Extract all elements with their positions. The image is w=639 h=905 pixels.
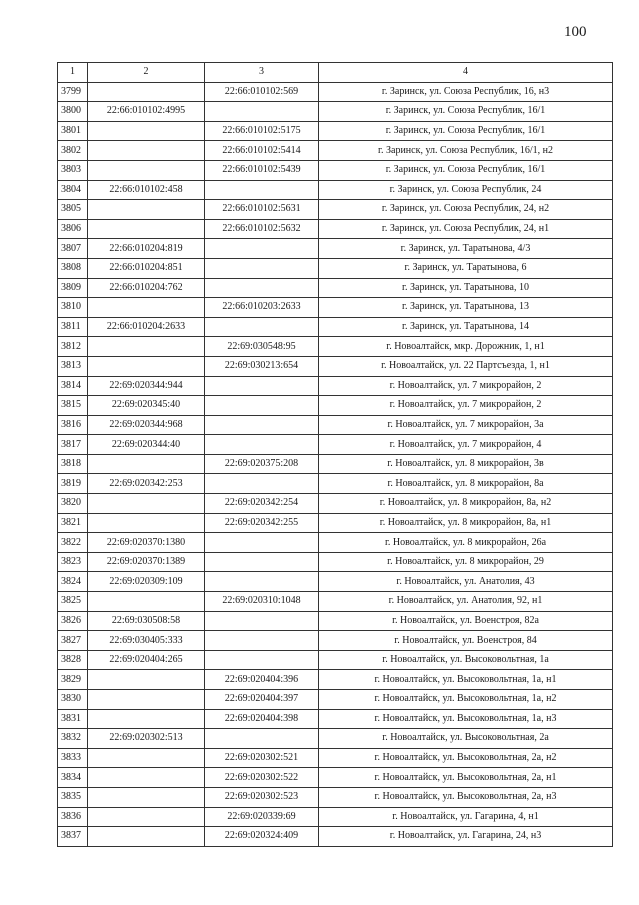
table-row (58, 494, 613, 514)
object-cadastral-number-cell (205, 650, 319, 670)
object-cadastral-number-cell: 22:66:010203:2633 (205, 298, 319, 318)
address-cell: г. Заринск, ул. Союза Республик, 24, н2 (319, 200, 613, 220)
address-cell: г. Новоалтайск, ул. Военстроя, 82а (319, 611, 613, 631)
object-cadastral-number-cell (205, 396, 319, 416)
row-number-cell: 3808 (58, 258, 88, 278)
table-row (58, 787, 613, 807)
address-cell: г. Новоалтайск, ул. Высоковольтная, 1а (319, 650, 613, 670)
address-cell: г. Заринск, ул. Союза Республик, 24, н1 (319, 219, 613, 239)
row-number-cell: 3825 (58, 592, 88, 612)
property-register-table (57, 62, 613, 847)
land-plot-cadastral-number-cell (88, 494, 205, 514)
object-cadastral-number-cell (205, 631, 319, 651)
table-row (58, 513, 613, 533)
table-row (58, 121, 613, 141)
address-cell: г. Новоалтайск, ул. Гагарина, 24, н3 (319, 827, 613, 847)
header-cell-2: 2 (88, 63, 205, 83)
object-cadastral-number-cell: 22:66:010102:569 (205, 82, 319, 102)
table-row (58, 768, 613, 788)
address-cell: г. Заринск, ул. Союза Республик, 16/1, н2 (319, 141, 613, 161)
row-number-cell: 3815 (58, 396, 88, 416)
header-cell-3: 3 (205, 63, 319, 83)
table-row (58, 650, 613, 670)
address-cell: г. Новоалтайск, ул. Высоковольтная, 1а, н1 (319, 670, 613, 690)
row-number-cell: 3822 (58, 533, 88, 553)
row-number-cell: 3818 (58, 454, 88, 474)
object-cadastral-number-cell (205, 258, 319, 278)
land-plot-cadastral-number-cell (88, 709, 205, 729)
row-number-cell: 3829 (58, 670, 88, 690)
row-number-cell: 3826 (58, 611, 88, 631)
address-cell: г. Новоалтайск, ул. Высоковольтная, 2а (319, 729, 613, 749)
table-row (58, 827, 613, 847)
land-plot-cadastral-number-cell: 22:69:020370:1380 (88, 533, 205, 553)
land-plot-cadastral-number-cell: 22:69:020344:944 (88, 376, 205, 396)
table-body (58, 63, 613, 847)
object-cadastral-number-cell (205, 611, 319, 631)
row-number-cell: 3813 (58, 356, 88, 376)
object-cadastral-number-cell (205, 474, 319, 494)
object-cadastral-number-cell (205, 729, 319, 749)
address-cell: г. Новоалтайск, ул. 8 микрорайон, 29 (319, 552, 613, 572)
row-number-cell: 3814 (58, 376, 88, 396)
address-cell: г. Заринск, ул. Таратынова, 13 (319, 298, 613, 318)
address-cell: г. Заринск, ул. Союза Республик, 16/1 (319, 102, 613, 122)
address-cell: г. Новоалтайск, ул. 7 микрорайон, 2 (319, 396, 613, 416)
object-cadastral-number-cell (205, 239, 319, 259)
row-number-cell: 3836 (58, 807, 88, 827)
address-cell: г. Новоалтайск, ул. 8 микрорайон, 8а, н1 (319, 513, 613, 533)
land-plot-cadastral-number-cell (88, 690, 205, 710)
row-number-cell: 3809 (58, 278, 88, 298)
land-plot-cadastral-number-cell (88, 298, 205, 318)
object-cadastral-number-cell (205, 376, 319, 396)
object-cadastral-number-cell: 22:69:020324:409 (205, 827, 319, 847)
object-cadastral-number-cell: 22:69:020375:208 (205, 454, 319, 474)
page-number: 100 (564, 24, 587, 40)
row-number-cell: 3812 (58, 337, 88, 357)
row-number-cell: 3834 (58, 768, 88, 788)
land-plot-cadastral-number-cell: 22:69:020302:513 (88, 729, 205, 749)
row-number-cell: 3821 (58, 513, 88, 533)
object-cadastral-number-cell (205, 180, 319, 200)
land-plot-cadastral-number-cell: 22:66:010204:2633 (88, 317, 205, 337)
land-plot-cadastral-number-cell: 22:69:030405:333 (88, 631, 205, 651)
address-cell: г. Новоалтайск, ул. Высоковольтная, 1а, н3 (319, 709, 613, 729)
table-row (58, 337, 613, 357)
table-row (58, 239, 613, 259)
table-row (58, 690, 613, 710)
row-number-cell: 3804 (58, 180, 88, 200)
object-cadastral-number-cell (205, 572, 319, 592)
row-number-cell: 3803 (58, 160, 88, 180)
land-plot-cadastral-number-cell (88, 356, 205, 376)
table-row (58, 258, 613, 278)
object-cadastral-number-cell: 22:69:020310:1048 (205, 592, 319, 612)
land-plot-cadastral-number-cell (88, 454, 205, 474)
address-cell: г. Заринск, ул. Союза Республик, 16/1 (319, 121, 613, 141)
object-cadastral-number-cell: 22:69:020302:522 (205, 768, 319, 788)
address-cell: г. Новоалтайск, ул. 22 Партсъезда, 1, н1 (319, 356, 613, 376)
row-number-cell: 3811 (58, 317, 88, 337)
object-cadastral-number-cell: 22:66:010102:5439 (205, 160, 319, 180)
land-plot-cadastral-number-cell (88, 748, 205, 768)
address-cell: г. Новоалтайск, ул. Гагарина, 4, н1 (319, 807, 613, 827)
table-row (58, 709, 613, 729)
object-cadastral-number-cell: 22:69:020404:398 (205, 709, 319, 729)
table-row (58, 317, 613, 337)
row-number-cell: 3832 (58, 729, 88, 749)
address-cell: г. Новоалтайск, ул. Высоковольтная, 1а, н2 (319, 690, 613, 710)
table-row (58, 592, 613, 612)
object-cadastral-number-cell (205, 317, 319, 337)
row-number-cell: 3802 (58, 141, 88, 161)
row-number-cell: 3824 (58, 572, 88, 592)
land-plot-cadastral-number-cell: 22:69:020309:109 (88, 572, 205, 592)
land-plot-cadastral-number-cell: 22:66:010102:4995 (88, 102, 205, 122)
table-row (58, 160, 613, 180)
land-plot-cadastral-number-cell (88, 807, 205, 827)
address-cell: г. Заринск, ул. Таратынова, 4/3 (319, 239, 613, 259)
object-cadastral-number-cell: 22:69:030548:95 (205, 337, 319, 357)
address-cell: г. Заринск, ул. Союза Республик, 16/1 (319, 160, 613, 180)
land-plot-cadastral-number-cell (88, 513, 205, 533)
land-plot-cadastral-number-cell (88, 827, 205, 847)
address-cell: г. Новоалтайск, ул. Анатолия, 43 (319, 572, 613, 592)
object-cadastral-number-cell: 22:66:010102:5175 (205, 121, 319, 141)
table-row (58, 415, 613, 435)
address-cell: г. Заринск, ул. Таратынова, 6 (319, 258, 613, 278)
table-row (58, 572, 613, 592)
column-number-header-row (58, 63, 613, 83)
land-plot-cadastral-number-cell (88, 200, 205, 220)
row-number-cell: 3823 (58, 552, 88, 572)
row-number-cell: 3833 (58, 748, 88, 768)
address-cell: г. Заринск, ул. Таратынова, 14 (319, 317, 613, 337)
address-cell: г. Новоалтайск, ул. 8 микрорайон, 3в (319, 454, 613, 474)
table-row (58, 396, 613, 416)
header-cell-1: 1 (58, 63, 88, 83)
object-cadastral-number-cell: 22:69:020302:523 (205, 787, 319, 807)
land-plot-cadastral-number-cell (88, 82, 205, 102)
object-cadastral-number-cell: 22:66:010102:5414 (205, 141, 319, 161)
land-plot-cadastral-number-cell: 22:69:030508:58 (88, 611, 205, 631)
object-cadastral-number-cell: 22:69:020342:254 (205, 494, 319, 514)
address-cell: г. Новоалтайск, ул. Высоковольтная, 2а, н3 (319, 787, 613, 807)
land-plot-cadastral-number-cell: 22:69:020404:265 (88, 650, 205, 670)
row-number-cell: 3827 (58, 631, 88, 651)
table-row (58, 729, 613, 749)
object-cadastral-number-cell: 22:66:010102:5631 (205, 200, 319, 220)
row-number-cell: 3820 (58, 494, 88, 514)
row-number-cell: 3799 (58, 82, 88, 102)
land-plot-cadastral-number-cell: 22:69:020342:253 (88, 474, 205, 494)
object-cadastral-number-cell: 22:66:010102:5632 (205, 219, 319, 239)
table-row (58, 278, 613, 298)
land-plot-cadastral-number-cell (88, 160, 205, 180)
address-cell: г. Новоалтайск, ул. 8 микрорайон, 8а (319, 474, 613, 494)
table-row (58, 141, 613, 161)
land-plot-cadastral-number-cell (88, 121, 205, 141)
land-plot-cadastral-number-cell (88, 787, 205, 807)
land-plot-cadastral-number-cell (88, 337, 205, 357)
table-row (58, 807, 613, 827)
row-number-cell: 3830 (58, 690, 88, 710)
table-row (58, 611, 613, 631)
table-row (58, 180, 613, 200)
object-cadastral-number-cell: 22:69:020404:396 (205, 670, 319, 690)
table-row (58, 376, 613, 396)
address-cell: г. Новоалтайск, ул. Анатолия, 92, н1 (319, 592, 613, 612)
row-number-cell: 3817 (58, 435, 88, 455)
row-number-cell: 3835 (58, 787, 88, 807)
land-plot-cadastral-number-cell: 22:66:010204:819 (88, 239, 205, 259)
object-cadastral-number-cell: 22:69:020339:69 (205, 807, 319, 827)
row-number-cell: 3828 (58, 650, 88, 670)
object-cadastral-number-cell (205, 415, 319, 435)
row-number-cell: 3831 (58, 709, 88, 729)
object-cadastral-number-cell: 22:69:030213:654 (205, 356, 319, 376)
row-number-cell: 3800 (58, 102, 88, 122)
table-row (58, 631, 613, 651)
land-plot-cadastral-number-cell (88, 141, 205, 161)
row-number-cell: 3807 (58, 239, 88, 259)
land-plot-cadastral-number-cell (88, 670, 205, 690)
address-cell: г. Новоалтайск, ул. Военстроя, 84 (319, 631, 613, 651)
address-cell: г. Новоалтайск, ул. Высоковольтная, 2а, н1 (319, 768, 613, 788)
address-cell: г. Заринск, ул. Таратынова, 10 (319, 278, 613, 298)
land-plot-cadastral-number-cell: 22:66:010102:458 (88, 180, 205, 200)
table-row (58, 356, 613, 376)
land-plot-cadastral-number-cell: 22:69:020344:968 (88, 415, 205, 435)
address-cell: г. Новоалтайск, ул. 8 микрорайон, 26а (319, 533, 613, 553)
table-row (58, 748, 613, 768)
land-plot-cadastral-number-cell: 22:69:020370:1389 (88, 552, 205, 572)
table-row (58, 533, 613, 553)
land-plot-cadastral-number-cell: 22:69:020345:40 (88, 396, 205, 416)
table-row (58, 82, 613, 102)
object-cadastral-number-cell (205, 552, 319, 572)
land-plot-cadastral-number-cell: 22:66:010204:762 (88, 278, 205, 298)
object-cadastral-number-cell: 22:69:020302:521 (205, 748, 319, 768)
address-cell: г. Заринск, ул. Союза Республик, 16, н3 (319, 82, 613, 102)
table-row (58, 102, 613, 122)
table-row (58, 552, 613, 572)
object-cadastral-number-cell (205, 278, 319, 298)
land-plot-cadastral-number-cell: 22:69:020344:40 (88, 435, 205, 455)
object-cadastral-number-cell (205, 533, 319, 553)
address-cell: г. Новоалтайск, ул. 7 микрорайон, 2 (319, 376, 613, 396)
table-row (58, 298, 613, 318)
table-row (58, 219, 613, 239)
land-plot-cadastral-number-cell (88, 768, 205, 788)
row-number-cell: 3810 (58, 298, 88, 318)
row-number-cell: 3801 (58, 121, 88, 141)
address-cell: г. Новоалтайск, ул. 7 микрорайон, 3а (319, 415, 613, 435)
table-row (58, 670, 613, 690)
object-cadastral-number-cell (205, 435, 319, 455)
address-cell: г. Новоалтайск, ул. 7 микрорайон, 4 (319, 435, 613, 455)
row-number-cell: 3806 (58, 219, 88, 239)
table-row (58, 435, 613, 455)
land-plot-cadastral-number-cell: 22:66:010204:851 (88, 258, 205, 278)
table-row (58, 474, 613, 494)
row-number-cell: 3816 (58, 415, 88, 435)
address-cell: г. Заринск, ул. Союза Республик, 24 (319, 180, 613, 200)
table-row (58, 200, 613, 220)
land-plot-cadastral-number-cell (88, 592, 205, 612)
address-cell: г. Новоалтайск, мкр. Дорожник, 1, н1 (319, 337, 613, 357)
header-cell-4: 4 (319, 63, 613, 83)
row-number-cell: 3837 (58, 827, 88, 847)
row-number-cell: 3805 (58, 200, 88, 220)
address-cell: г. Новоалтайск, ул. 8 микрорайон, 8а, н2 (319, 494, 613, 514)
object-cadastral-number-cell (205, 102, 319, 122)
row-number-cell: 3819 (58, 474, 88, 494)
land-plot-cadastral-number-cell (88, 219, 205, 239)
object-cadastral-number-cell: 22:69:020404:397 (205, 690, 319, 710)
table-row (58, 454, 613, 474)
address-cell: г. Новоалтайск, ул. Высоковольтная, 2а, н2 (319, 748, 613, 768)
object-cadastral-number-cell: 22:69:020342:255 (205, 513, 319, 533)
